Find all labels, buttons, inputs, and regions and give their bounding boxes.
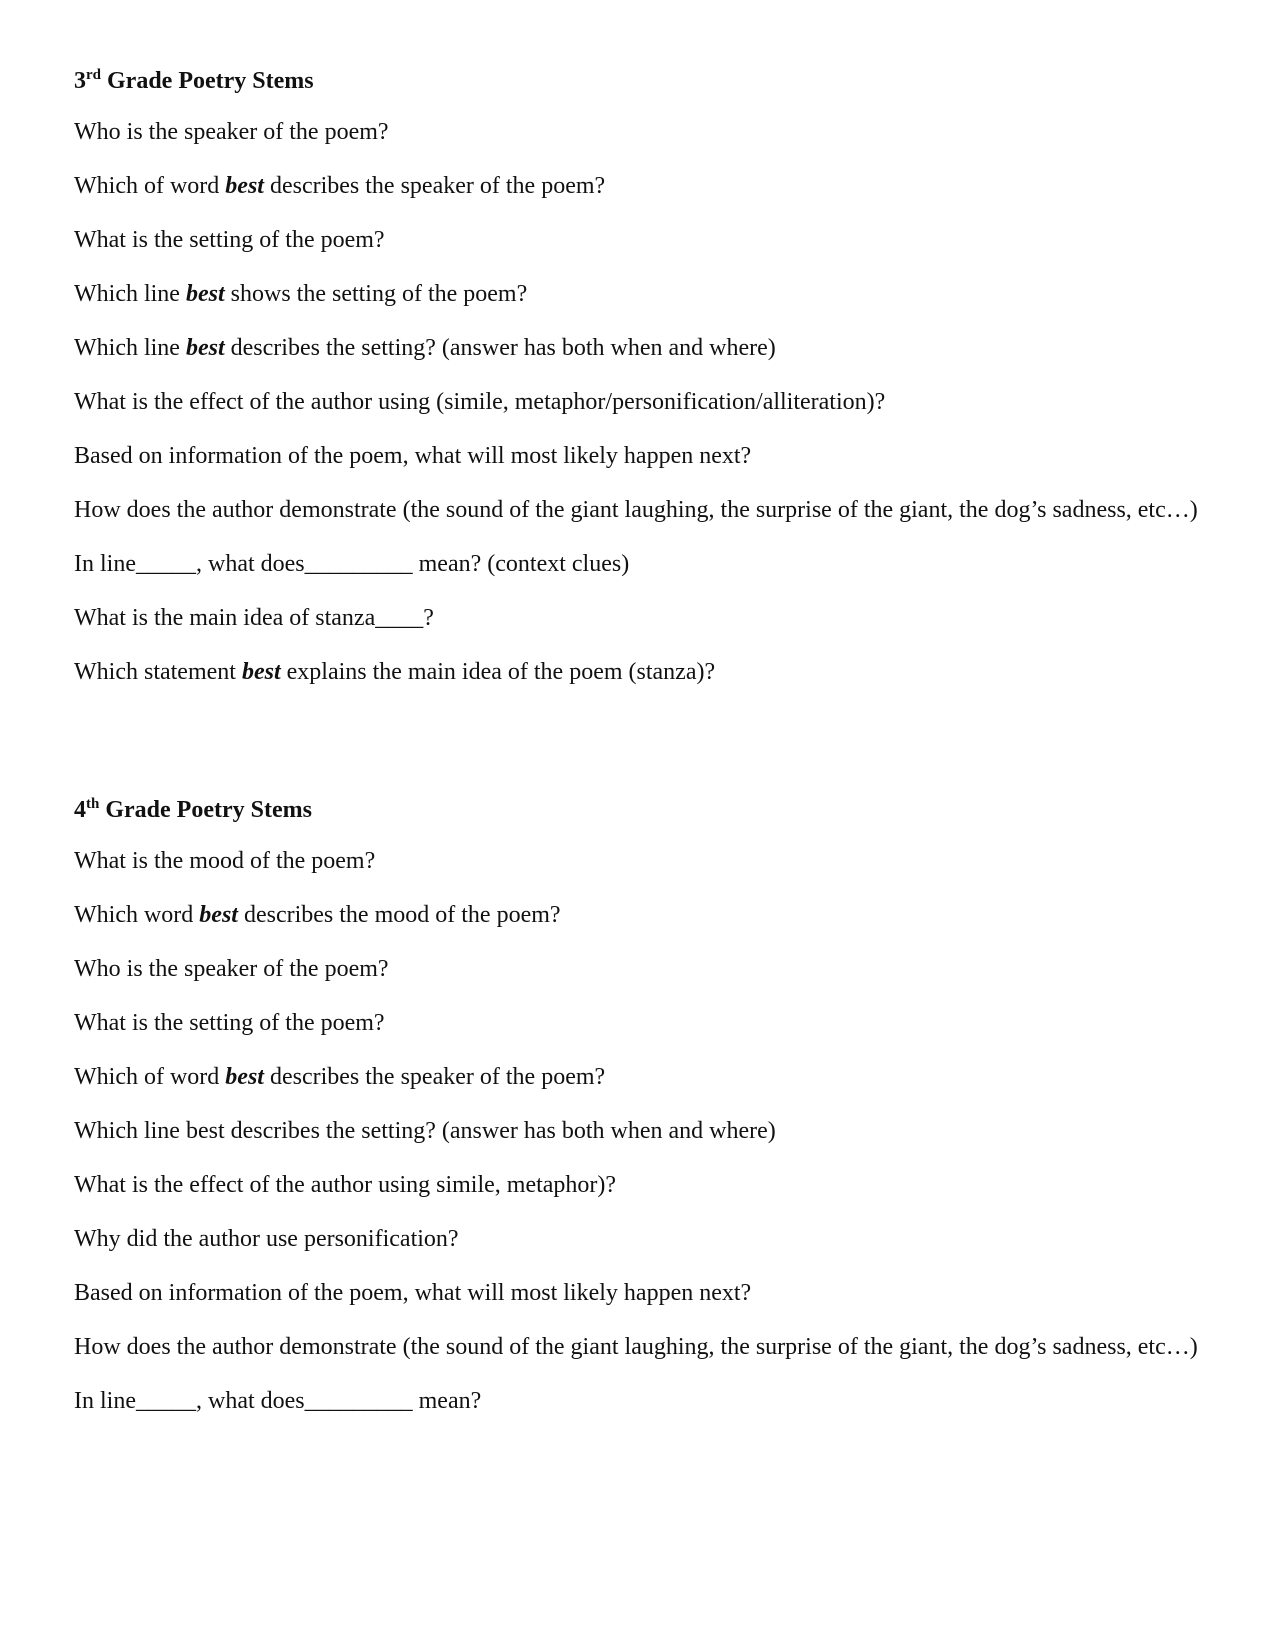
grade3-stem (74, 656, 1199, 689)
grade3-heading-number: 3 (74, 68, 86, 94)
grade4-stem (74, 953, 1199, 986)
grade4-stem (74, 1169, 1199, 1202)
stem-text: Who is the speaker of the poem? (74, 956, 389, 982)
grade4-heading-text: Grade Poetry Stems (99, 797, 312, 823)
grade3-stem (74, 494, 1199, 527)
grade3-stem (74, 278, 1199, 311)
stem-text-rest: describes the speaker of the poem? (263, 173, 606, 199)
grade3-stem (74, 170, 1199, 203)
stem-text-rest: describes the mood of the poem? (237, 902, 561, 928)
grade3-stem (74, 332, 1199, 365)
grade3-heading (74, 66, 1199, 96)
grade4-stem (74, 899, 1199, 932)
stem-text-rest: describes the speaker of the poem? (263, 1064, 606, 1090)
stem-text: Which statement (74, 659, 242, 685)
stem-emphasis: best (225, 1064, 264, 1090)
stem-text: Which of word (74, 173, 226, 199)
grade3-stem (74, 386, 1199, 419)
grade4-stem (74, 1061, 1199, 1094)
grade3-stem (74, 440, 1199, 473)
stem-text: Based on information of the poem, what will most likely happen next? (74, 443, 752, 469)
stem-text: How does the author demonstrate (the sound of the giant laughing, the surprise of the giant, the dog’s sadness, etc…) (74, 497, 1198, 523)
stem-text: What is the effect of the author using (simile, metaphor/personification/alliteration)? (74, 389, 886, 415)
stem-emphasis: best (241, 659, 281, 685)
grade4-stem (74, 1115, 1199, 1148)
stem-text: Which line (74, 335, 186, 361)
stem-text: Which line (74, 281, 186, 307)
stem-text: What is the setting of the poem? (74, 227, 385, 253)
grade4-stem (74, 1331, 1199, 1364)
grade3-stem (74, 602, 1199, 635)
grade4-stem (74, 1223, 1199, 1256)
stem-emphasis: best (185, 335, 225, 361)
stem-emphasis: best (185, 281, 225, 307)
grade3-stem (74, 548, 1199, 581)
stem-text: What is the main idea of stanza____? (74, 605, 434, 631)
stem-text: Which of word (74, 1064, 226, 1090)
stem-text: In line_____, what does_________ mean? (context clues) (74, 551, 630, 577)
stem-text: Who is the speaker of the poem? (74, 119, 389, 145)
grade4-heading (74, 795, 1199, 825)
grade3-heading-text: Grade Poetry Stems (101, 68, 314, 94)
grade3-section (74, 66, 1199, 710)
stem-text-rest: describes the setting? (answer has both when and where) (224, 335, 776, 361)
stem-text: What is the effect of the author using simile, metaphor)? (74, 1172, 617, 1198)
stem-text-rest: explains the main idea of the poem (stanza)? (280, 659, 716, 685)
stem-text: In line_____, what does_________ mean? (74, 1388, 482, 1414)
stem-text: Which word (74, 902, 200, 928)
grade4-section (74, 795, 1199, 1439)
grade3-heading-ordinal: rd (86, 67, 101, 83)
grade4-stem (74, 1277, 1199, 1310)
stem-emphasis: best (225, 173, 264, 199)
stem-emphasis: best (199, 902, 238, 928)
grade3-stem (74, 116, 1199, 149)
grade4-stem (74, 1385, 1199, 1418)
grade4-heading-ordinal: th (86, 796, 100, 812)
stem-text: What is the mood of the poem? (74, 848, 376, 874)
stem-text-rest: shows the setting of the poem? (224, 281, 528, 307)
stem-text: Which line best describes the setting? (answer has both when and where) (74, 1118, 776, 1144)
stem-text: Why did the author use personification? (74, 1226, 459, 1252)
stem-text: Based on information of the poem, what will most likely happen next? (74, 1280, 752, 1306)
grade3-stem (74, 224, 1199, 257)
stem-text: What is the setting of the poem? (74, 1010, 385, 1036)
grade4-stem (74, 1007, 1199, 1040)
grade4-stem (74, 845, 1199, 878)
stem-text: How does the author demonstrate (the sound of the giant laughing, the surprise of the giant, the dog’s sadness, etc…) (74, 1334, 1198, 1360)
grade4-heading-number: 4 (74, 797, 86, 823)
